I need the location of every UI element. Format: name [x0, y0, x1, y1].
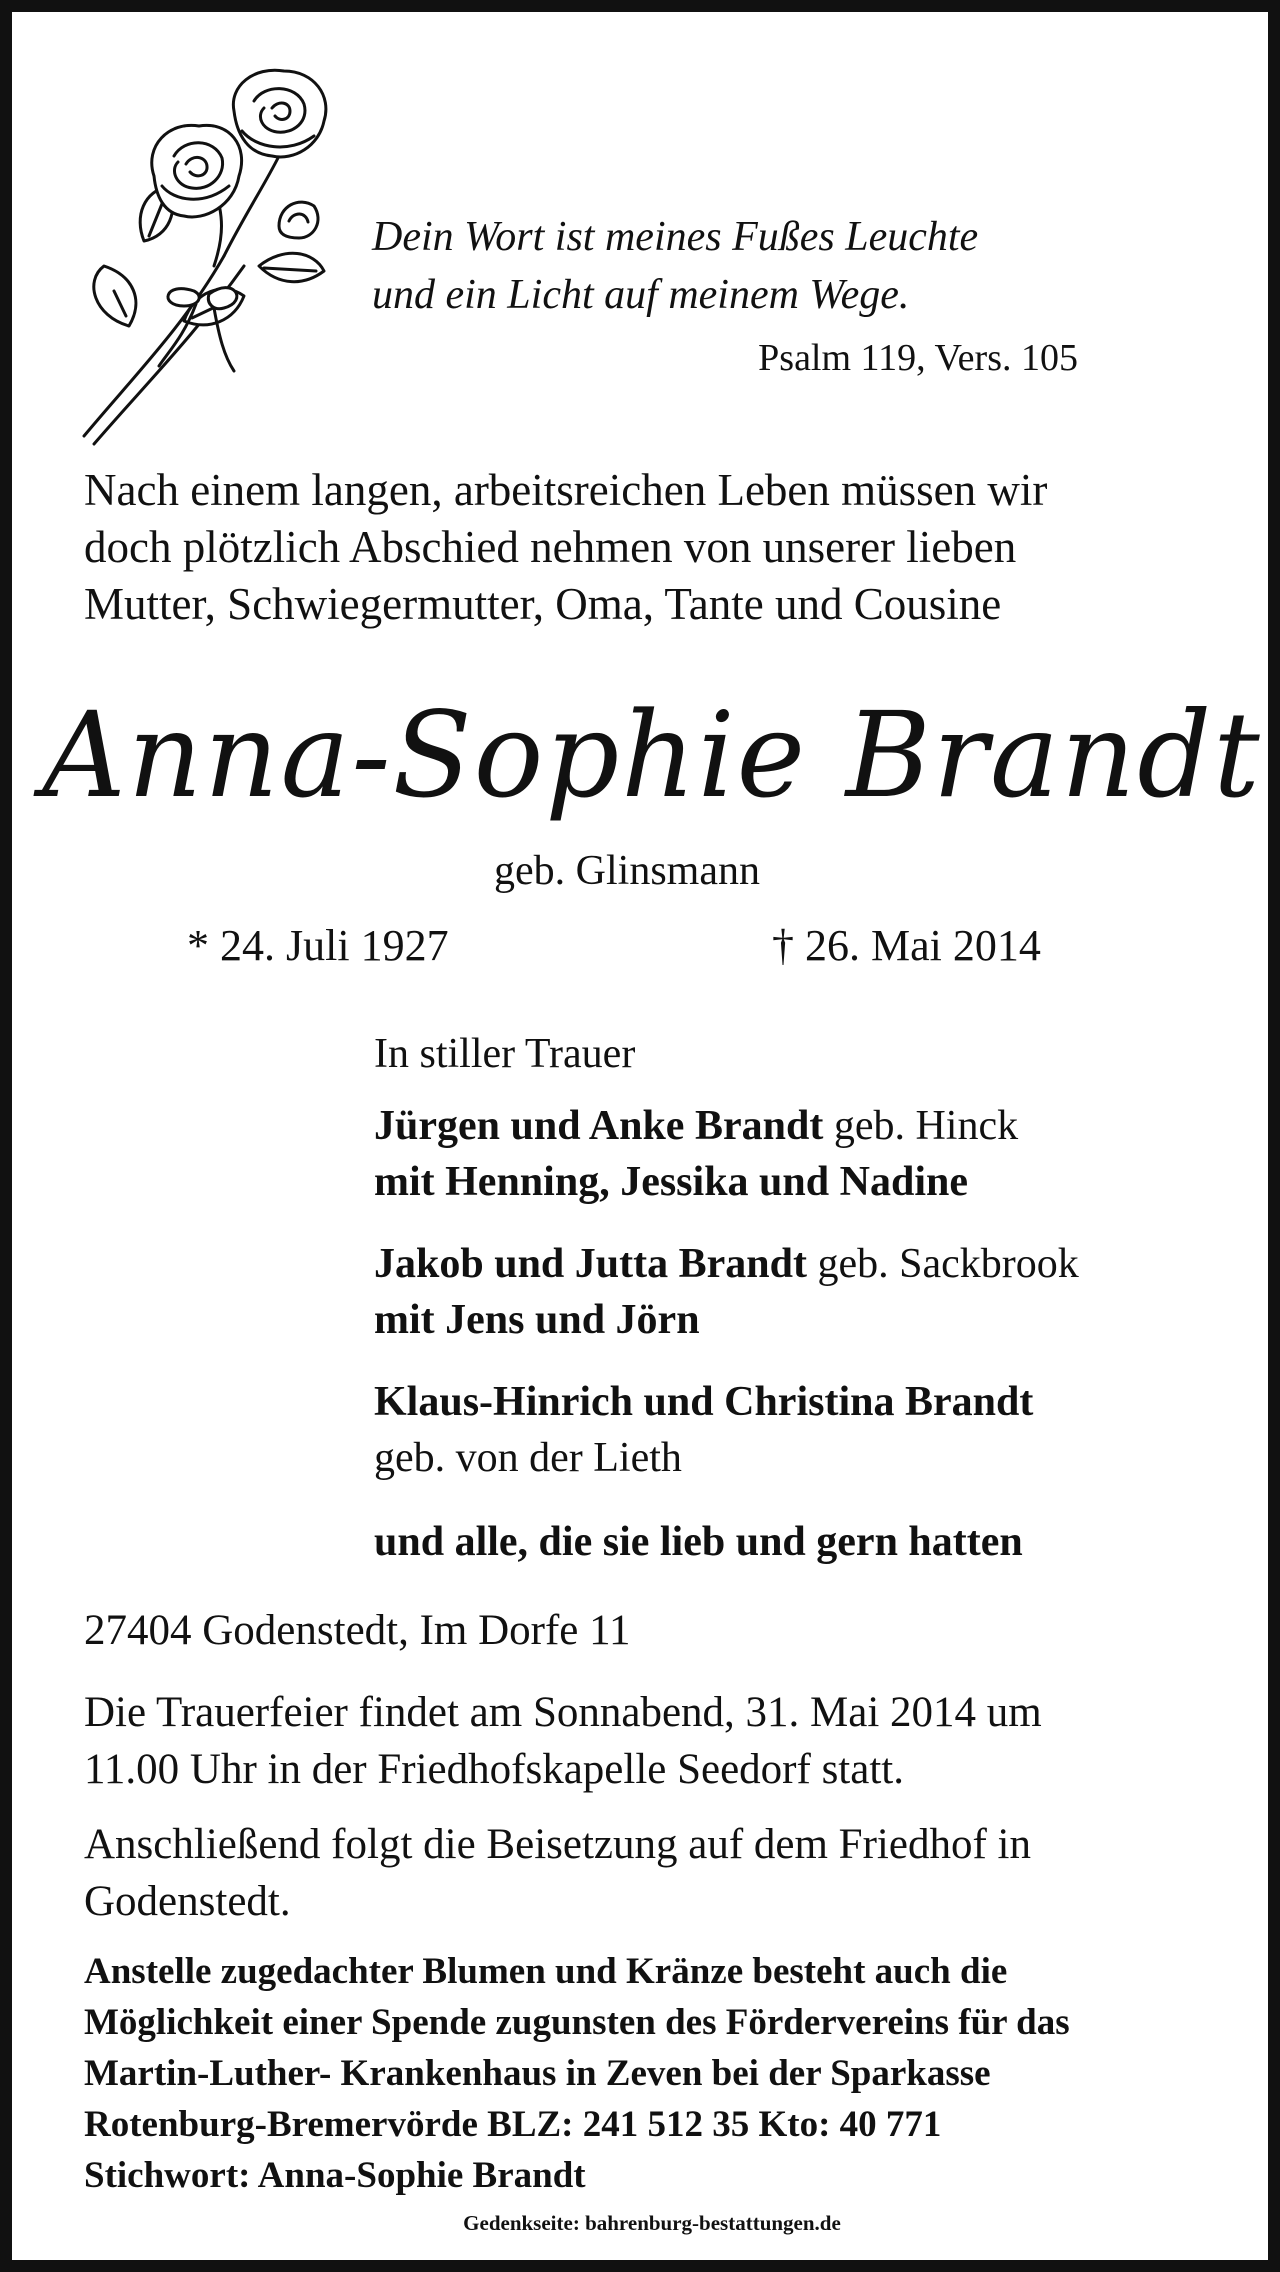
burial-line-1: Anschließend folgt die Beisetzung auf dem Friedhof in — [84, 1821, 1031, 1868]
maiden-name: geb. Glinsmann — [494, 848, 760, 894]
family-1-suffix: geb. Hinck — [823, 1103, 1019, 1149]
intro-line-3: Mutter, Schwiegermutter, Oma, Tante und Cousine — [84, 579, 1002, 629]
ceremony-line-2: 11.00 Uhr in der Friedhofskapelle Seedorf statt. — [84, 1746, 904, 1793]
bible-verse-line-1: Dein Wort ist meines Fußes Leuchte — [372, 214, 979, 260]
donation-line-2: Möglichkeit einer Spende zugunsten des Fördervereins für das — [84, 2002, 1070, 2043]
family-1-children: mit Henning, Jessika und Nadine — [374, 1159, 968, 1205]
burial-line-2: Godenstedt. — [84, 1878, 291, 1925]
bible-verse-reference: Psalm 119, Vers. 105 — [758, 337, 1078, 379]
donation-line-1: Anstelle zugedachter Blumen und Kränze besteht auch die — [84, 1951, 1008, 1992]
donation-line-4: Rotenburg-Bremervörde BLZ: 241 512 35 Kto: 40 771 — [84, 2104, 942, 2145]
intro-line-1: Nach einem langen, arbeitsreichen Leben müssen wir — [84, 465, 1048, 515]
family-3-name: Klaus-Hinrich und Christina Brandt — [374, 1379, 1034, 1425]
death-date: † 26. Mai 2014 — [772, 921, 1041, 970]
family-2-children: mit Jens und Jörn — [374, 1297, 700, 1343]
ceremony-line-1: Die Trauerfeier findet am Sonnabend, 31. Mai 2014 um — [84, 1689, 1042, 1736]
mourner-family-1 — [374, 1098, 1018, 1154]
intro-line-2: doch plötzlich Abschied nehmen von unserer lieben — [84, 522, 1017, 572]
family-2-suffix: geb. Sackbrook — [806, 1241, 1079, 1287]
donation-line-5: Stichwort: Anna-Sophie Brandt — [84, 2155, 586, 2196]
mourners-closing: und alle, die sie lieb und gern hatten — [374, 1519, 1023, 1565]
family-3-suffix: geb. von der Lieth — [374, 1435, 682, 1481]
address: 27404 Godenstedt, Im Dorfe 11 — [84, 1607, 631, 1654]
deceased-name: Anna-Sophie Brandt — [42, 686, 1262, 824]
bible-verse-line-2: und ein Licht auf meinem Wege. — [372, 272, 910, 318]
memorial-page-link[interactable]: Gedenkseite: bahrenburg-bestattungen.de — [463, 2211, 841, 2235]
mourner-family-2 — [374, 1236, 1079, 1292]
family-2-name: Jakob und Jutta Brandt — [374, 1241, 807, 1287]
family-1-name: Jürgen und Anke Brandt — [374, 1103, 824, 1149]
donation-line-3: Martin-Luther- Krankenhaus in Zeven bei der Sparkasse — [84, 2053, 991, 2094]
roses-illustration — [74, 66, 344, 446]
mourning-heading: In stiller Trauer — [374, 1031, 636, 1077]
birth-date: * 24. Juli 1927 — [187, 921, 449, 970]
